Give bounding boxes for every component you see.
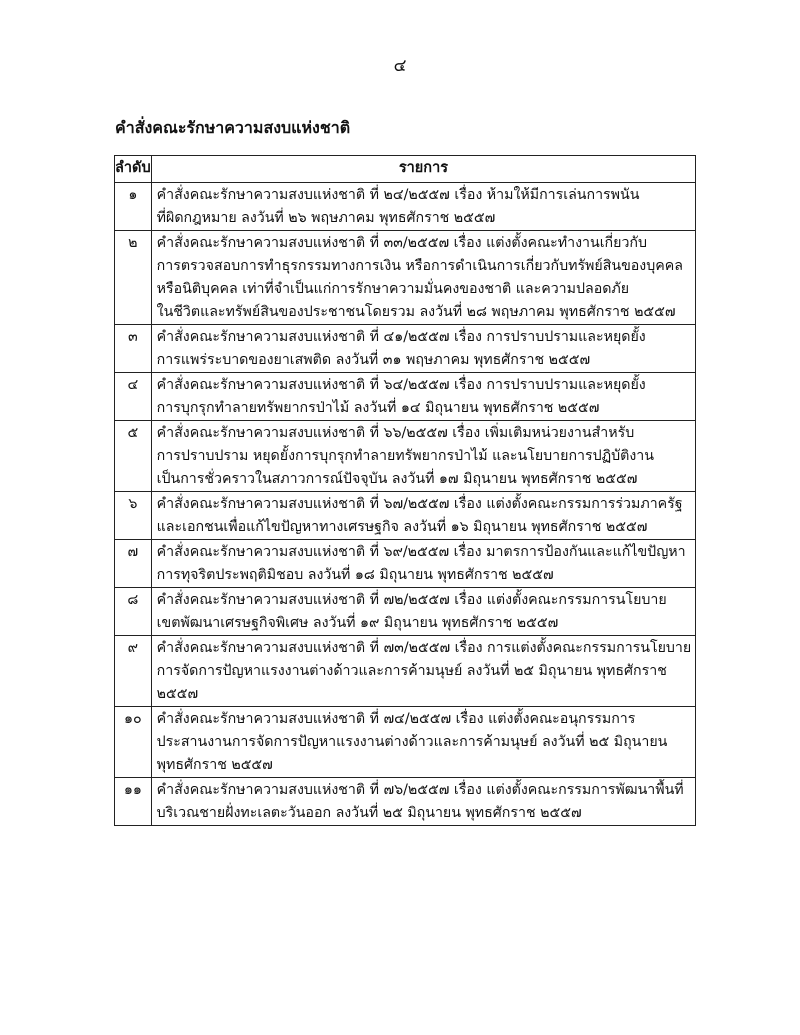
table-row [115, 778, 696, 826]
description-line: ที่ผิดกฎหมาย ลงวันที่ ๒๖ พฤษภาคม พุทธศักราช ๒๕๕๗ [156, 210, 496, 226]
table-row [115, 325, 696, 373]
description-line: คำสั่งคณะรักษาความสงบแห่งชาติ ที่ ๗๖/๒๕๕๗ เรื่อง แต่งตั้งคณะกรรมการพัฒนาพื้นที่ [156, 782, 684, 798]
row-description [151, 492, 696, 540]
table-row [115, 707, 696, 778]
description-line: เป็นการชั่วคราวในสภาวการณ์ปัจจุบัน ลงวันที่ ๑๗ มิถุนายน พุทธศักราช ๒๕๕๗ [156, 471, 638, 487]
description-line: และเอกชนเพื่อแก้ไขปัญหาทางเศรษฐกิจ ลงวันที่ ๑๖ มิถุนายน พุทธศักราช ๒๕๕๗ [156, 519, 648, 535]
row-description [151, 373, 696, 421]
description-line: การแพร่ระบาดของยาเสพติด ลงวันที่ ๓๑ พฤษภาคม พุทธศักราช ๒๕๕๗ [156, 352, 591, 368]
description-line: คำสั่งคณะรักษาความสงบแห่งชาติ ที่ ๔๑/๒๕๕๗ เรื่อง การปราบปรามและหยุดยั้ง [156, 329, 646, 345]
description-line: ๒๕๕๗ [156, 686, 199, 702]
orders-table [114, 155, 696, 826]
description-line: คำสั่งคณะรักษาความสงบแห่งชาติ ที่ ๖๔/๒๕๕๗ เรื่อง การปราบปรามและหยุดยั้ง [156, 377, 646, 393]
row-number: ๑๑ [115, 778, 152, 826]
description-line: คำสั่งคณะรักษาความสงบแห่งชาติ ที่ ๗๔/๒๕๕๗ เรื่อง แต่งตั้งคณะอนุกรรมการ [156, 711, 636, 727]
description-line: การตรวจสอบการทำธุรกรรมทางการเงิน หรือการดำเนินการเกี่ยวกับทรัพย์สินของบุคคล [156, 258, 683, 274]
description-line: คำสั่งคณะรักษาความสงบแห่งชาติ ที่ ๗๓/๒๕๕๗ เรื่อง การแต่งตั้งคณะกรรมการนโยบาย [156, 640, 692, 656]
table-row [115, 231, 696, 325]
row-description [151, 636, 696, 707]
description-line: คำสั่งคณะรักษาความสงบแห่งชาติ ที่ ๖๖/๒๕๕๗ เรื่อง เพิ่มเติมหน่วยงานสำหรับ [156, 425, 635, 441]
row-description [151, 421, 696, 492]
table-row [115, 373, 696, 421]
row-description [151, 707, 696, 778]
table-row [115, 421, 696, 492]
row-description [151, 231, 696, 325]
page-number: ๔ [393, 56, 407, 76]
row-number: ๓ [115, 325, 152, 373]
description-line: การทุจริตประพฤติมิชอบ ลงวันที่ ๑๘ มิถุนายน พุทธศักราช ๒๕๕๗ [156, 567, 554, 583]
row-number: ๒ [115, 231, 152, 325]
description-line: พุทธศักราช ๒๕๕๗ [156, 757, 273, 773]
table-row [115, 492, 696, 540]
description-line: บริเวณชายฝั่งทะเลตะวันออก ลงวันที่ ๒๕ มิถุนายน พุทธศักราช ๒๕๕๗ [156, 805, 582, 821]
section-heading: คำสั่งคณะรักษาความสงบแห่งชาติ [115, 118, 351, 137]
table-header-row [115, 156, 696, 183]
description-line: การปราบปราม หยุดยั้งการบุกรุกทำลายทรัพยากรป่าไม้ และนโยบายการปฏิบัติงาน [156, 448, 654, 464]
row-description [151, 778, 696, 826]
description-line: ในชีวิตและทรัพย์สินของประชาชนโดยรวม ลงวันที่ ๒๘ พฤษภาคม พุทธศักราช ๒๕๕๗ [156, 304, 676, 320]
row-number: ๖ [115, 492, 152, 540]
table-row [115, 588, 696, 636]
row-number: ๑๐ [115, 707, 152, 778]
column-header-items: รายการ [151, 156, 696, 183]
description-line: คำสั่งคณะรักษาความสงบแห่งชาติ ที่ ๖๙/๒๕๕๗ เรื่อง มาตรการป้องกันและแก้ไขปัญหา [156, 544, 686, 560]
column-header-number: ลำดับ [115, 156, 152, 183]
description-line: หรือนิติบุคคล เท่าที่จำเป็นแก่การรักษาความมั่นคงของชาติ และความปลอดภัย [156, 281, 630, 297]
table-row [115, 636, 696, 707]
description-line: คำสั่งคณะรักษาความสงบแห่งชาติ ที่ ๒๔/๒๕๕๗ เรื่อง ห้ามให้มีการเล่นการพนัน [156, 187, 640, 203]
description-line: การบุกรุกทำลายทรัพยากรป่าไม้ ลงวันที่ ๑๔ มิถุนายน พุทธศักราช ๒๕๕๗ [156, 400, 600, 416]
table-row [115, 540, 696, 588]
row-description [151, 183, 696, 231]
description-line: คำสั่งคณะรักษาความสงบแห่งชาติ ที่ ๓๓/๒๕๕๗ เรื่อง แต่งตั้งคณะทำงานเกี่ยวกับ [156, 235, 648, 251]
table-row [115, 183, 696, 231]
row-number: ๑ [115, 183, 152, 231]
row-number: ๙ [115, 636, 152, 707]
row-description [151, 325, 696, 373]
row-number: ๔ [115, 373, 152, 421]
row-number: ๘ [115, 588, 152, 636]
row-number: ๕ [115, 421, 152, 492]
description-line: คำสั่งคณะรักษาความสงบแห่งชาติ ที่ ๖๗/๒๕๕๗ เรื่อง แต่งตั้งคณะกรรมการร่วมภาครัฐ [156, 496, 683, 512]
row-description [151, 540, 696, 588]
description-line: การจัดการปัญหาแรงงานต่างด้าวและการค้ามนุษย์ ลงวันที่ ๒๕ มิถุนายน พุทธศักราช [156, 663, 667, 679]
description-line: เขตพัฒนาเศรษฐกิจพิเศษ ลงวันที่ ๑๙ มิถุนายน พุทธศักราช ๒๕๕๗ [156, 615, 559, 631]
row-number: ๗ [115, 540, 152, 588]
description-line: คำสั่งคณะรักษาความสงบแห่งชาติ ที่ ๗๒/๒๕๕๗ เรื่อง แต่งตั้งคณะกรรมการนโยบาย [156, 592, 667, 608]
description-line: ประสานงานการจัดการปัญหาแรงงานต่างด้าวและการค้ามนุษย์ ลงวันที่ ๒๕ มิถุนายน [156, 734, 668, 750]
row-description [151, 588, 696, 636]
